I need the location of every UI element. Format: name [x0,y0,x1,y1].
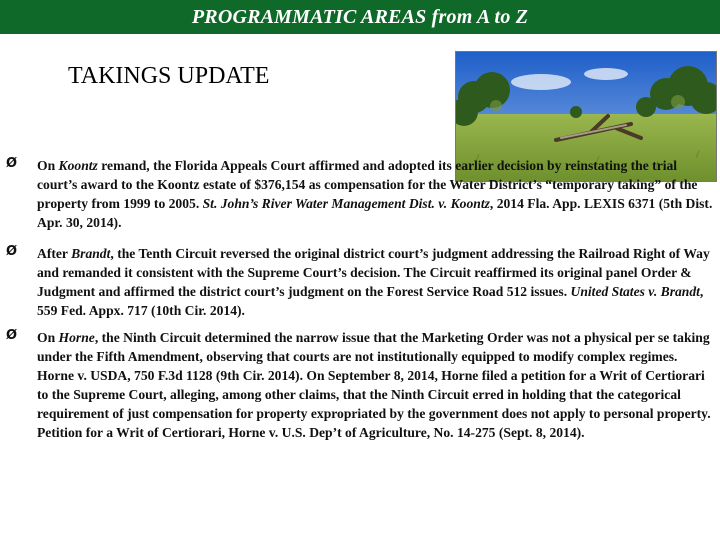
banner-title: PROGRAMMATIC AREAS from A to Z [191,5,529,28]
bullet-text: After Brandt, the Tenth Circuit reversed the original district court’s judgment addressing the Railroad Right of Way and remanded it consistent with the Supreme Court’s decision. The Circuit reaffirmed its original panel Order & Judgment and affirmed the district court’s judgment on the Forest Service Road 512 issues. United States v. Brandt, 559 Fed. Appx. 717 (10th Cir. 2014). [37,246,710,318]
bullet-text: On Koontz remand, the Florida Appeals Court affirmed and adopted its earlier decision by reinstating the trial court’s award to the Koontz estate of $376,154 as compensation for the Water District’s “temporary taking” of the property from 1999 to 2005. St. John’s River Water Management Dist. v. Koontz, 2014 Fla. App. LEXIS 6371 (5th Dist. Apr. 30, 2014). [37,158,713,230]
arrow-bullet-icon: Ø [6,156,18,171]
header-banner [0,0,720,34]
slide-title: TAKINGS UPDATE [68,63,270,89]
arrow-bullet-icon: Ø [6,328,18,343]
bullet-text: On Horne, the Ninth Circuit determined the narrow issue that the Marketing Order was not a physical per se taking under the Fifth Amendment, observing that courts are not institutionally equipped to modify complex regimes. Horne v. USDA, 750 F.3d 1128 (9th Cir. 2014). On September 8, 2014, Horne filed a petition for a Writ of Certiorari to the Supreme Court, alleging, among other claims, that the Ninth Circuit erred in holding that the categorical requirement of just compensation for property expropriated by the government does not apply to personal property. Petition for a Writ of Certiorari, Horne v. U.S. Dep’t of Agriculture, No. 14-275 (Sept. 8, 2014). [37,330,711,440]
arrow-bullet-icon: Ø [6,244,18,259]
